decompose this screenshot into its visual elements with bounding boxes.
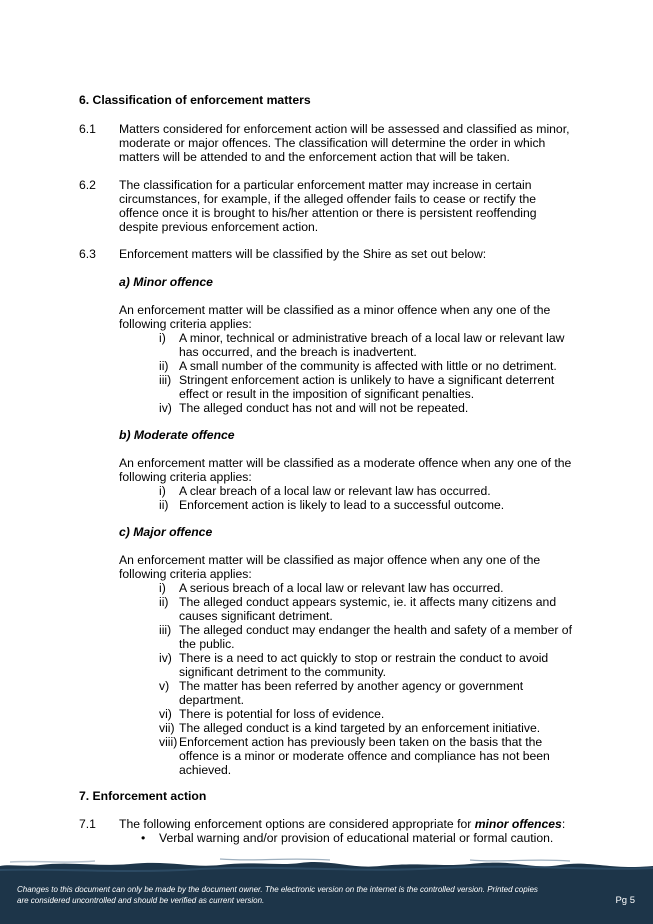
list-item-number: iii) — [159, 623, 172, 637]
list-item-number: vi) — [159, 707, 172, 721]
page-number: Pg 5 — [615, 895, 635, 906]
list-item-number: vii) — [159, 721, 175, 735]
list-item-text: Stringent enforcement action is unlikely to have a significant deterrent — [179, 373, 555, 387]
para-6-2-line: offence once it is brought to his/her attention or there is persistent reoffending — [119, 206, 537, 220]
para-6-2-number: 6.2 — [79, 178, 96, 192]
para-7-1-number: 7.1 — [79, 817, 96, 831]
moderate-offence-intro: following criteria applies: — [119, 470, 252, 484]
minor-offence-intro: following criteria applies: — [119, 317, 252, 331]
minor-offence-heading: a) Minor offence — [119, 275, 213, 289]
list-item-text: A clear breach of a local law or relevant law has occurred. — [179, 484, 491, 498]
list-item-number: v) — [159, 679, 170, 693]
list-item-number: ii) — [159, 595, 169, 609]
list-item-text: causes significant detriment. — [179, 609, 333, 623]
moderate-offence-intro: An enforcement matter will be classified as a moderate offence when any one of the — [119, 456, 572, 470]
list-item-text: the public. — [179, 637, 235, 651]
para-6-1-number: 6.1 — [79, 122, 96, 136]
list-item-text: significant detriment to the community. — [179, 665, 387, 679]
list-item-number: iii) — [159, 373, 172, 387]
list-item-text: The alleged conduct has not and will not be repeated. — [179, 401, 469, 415]
list-item-number: i) — [159, 581, 166, 595]
footer-disclaimer-line: Changes to this document can only be made by the document owner. The electronic version on the internet is the controlled version. Printed copies — [17, 885, 538, 894]
list-item-text: A small number of the community is affected with little or no detriment. — [179, 359, 557, 373]
list-item-text: department. — [179, 693, 245, 707]
list-item-number: ii) — [159, 359, 169, 373]
para-6-2-line: The classification for a particular enforcement matter may increase in certain — [119, 178, 532, 192]
major-offence-intro: following criteria applies: — [119, 567, 252, 581]
major-offence-heading: c) Major offence — [119, 525, 213, 539]
list-item-number: i) — [159, 484, 166, 498]
section-6-heading: 6. Classification of enforcement matters — [79, 93, 311, 107]
para-7-1-emphasis: minor offences — [474, 817, 562, 831]
list-item-text: has occurred, and the breach is inadvertent. — [179, 345, 417, 359]
list-item-text: achieved. — [179, 763, 232, 777]
list-item-text: There is potential for loss of evidence. — [179, 707, 385, 721]
para-7-1-pre: The following enforcement options are considered appropriate for — [119, 817, 475, 831]
list-item-text: The alleged conduct may endanger the health and safety of a member of — [179, 623, 572, 637]
list-item-text: Enforcement action is likely to lead to a successful outcome. — [179, 498, 505, 512]
list-item-number: viii) — [159, 735, 178, 749]
para-7-1-text — [119, 817, 565, 831]
para-6-3-text: Enforcement matters will be classified by the Shire as set out below: — [119, 247, 487, 261]
para-6-3-number: 6.3 — [79, 247, 96, 261]
list-item-text: effect or result in the imposition of significant penalties. — [179, 387, 475, 401]
bullet-icon: • — [141, 831, 146, 845]
list-item-text: The alleged conduct is a kind targeted by an enforcement initiative. — [179, 721, 541, 735]
list-item-number: i) — [159, 331, 166, 345]
list-item-text: There is a need to act quickly to stop or restrain the conduct to avoid — [179, 651, 549, 665]
para-6-1-line: moderate or major offences. The classification will determine the order in which — [119, 136, 546, 150]
para-6-2-line: circumstances, for example, if the alleged offender fails to cease or rectify the — [119, 192, 537, 206]
list-item-text: Enforcement action has previously been taken on the basis that the — [179, 735, 543, 749]
major-offence-intro: An enforcement matter will be classified as major offence when any one of the — [119, 553, 541, 567]
list-item-text: offence is a minor or moderate offence and compliance has not been — [179, 749, 550, 763]
list-item-number: ii) — [159, 498, 169, 512]
list-item-text: A minor, technical or administrative breach of a local law or relevant law — [179, 331, 565, 345]
list-item-number: iv) — [159, 651, 172, 665]
para-6-1-line: matters will be attended to and the enforcement action that will be taken. — [119, 150, 510, 164]
list-item-text: A serious breach of a local law or relevant law has occurred. — [179, 581, 504, 595]
moderate-offence-heading: b) Moderate offence — [119, 428, 235, 442]
footer-disclaimer-line: are considered uncontrolled and should be verified as current version. — [17, 896, 265, 905]
section-7-heading: 7. Enforcement action — [79, 789, 207, 803]
bullet-text: Verbal warning and/or provision of educational material or formal caution. — [159, 831, 554, 845]
list-item-text: The matter has been referred by another agency or government — [179, 679, 524, 693]
minor-offence-intro: An enforcement matter will be classified as a minor offence when any one of the — [119, 303, 551, 317]
para-7-1-post: : — [561, 817, 566, 831]
para-6-2-line: despite previous enforcement action. — [119, 220, 319, 234]
list-item-number: iv) — [159, 401, 172, 415]
list-item-text: The alleged conduct appears systemic, ie. it affects many citizens and — [179, 595, 557, 609]
para-6-1-line: Matters considered for enforcement action will be assessed and classified as minor, — [119, 122, 570, 136]
